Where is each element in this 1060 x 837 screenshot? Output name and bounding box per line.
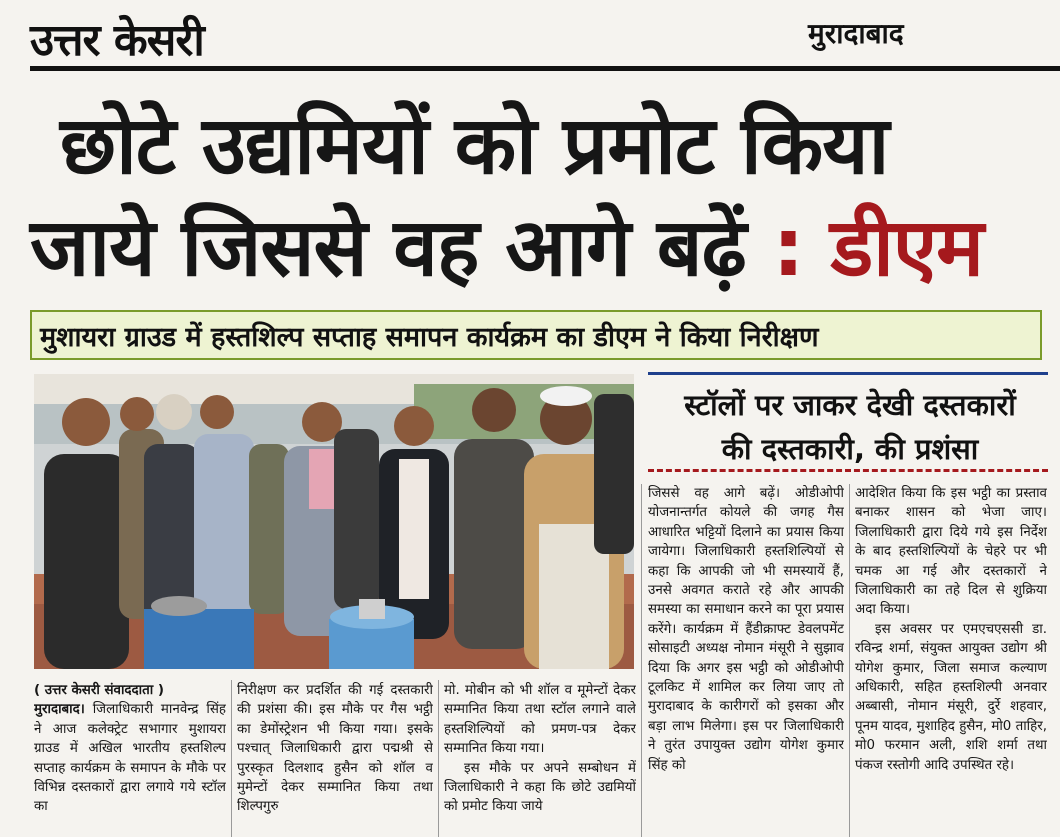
article-column-4 [648, 484, 844, 837]
column-divider [438, 680, 439, 837]
news-photo-illustration [34, 374, 634, 669]
subheading-line-1: स्टॉलों पर जाकर देखी दस्तकारों [684, 388, 1016, 422]
column-divider [231, 680, 232, 837]
article-column-1 [34, 681, 226, 837]
column-3-text-2: इस मौके पर अपने सम्बोधन में जिलाधिकारी ने कहा कि छोटे उद्यमियों को प्रमोट किया जाये [444, 760, 636, 815]
column-4-text: जिससे वह आगे बढ़ें। ओडीओपी योजनान्तर्गत कोयले की जगह गैस आधारित भट्टियों दिलाने का प्रयास किया जायेगा। जिलाधिकारी हस्तशिल्पियों से कहा कि आपकी जो भी समस्यायें हैं, उनसे अवगत कराते रहे और आपकी समस्या का समाधान करने का पूरा प्रयास करेंगे। कार्यक्रम में हैंडीक्राफ्ट डेवलपमेंट सोसाइटी अध्यक्ष नोमान मंसूरी ने सुझाव दिया कि अगर इस भट्ठी को ओडीओपी टूलकिट में शामिल कर लिया जाए तो मुरादाबाद के कारीगरों को इसका और बड़ा लाभ मिलेगा। इस पर जिलाधिकारी ने तुरंत उपायुक्त उद्योग योगेश कुमार सिंह को [648, 486, 844, 773]
headline-colon: : [772, 201, 804, 294]
column-divider [849, 484, 850, 837]
dateline-place: मुरादाबाद। [34, 702, 85, 718]
article-column-3 [444, 681, 636, 837]
subheading-line-2: की दस्तकारी, की प्रशंसा [721, 432, 979, 466]
masthead-rule [30, 66, 1060, 71]
headline-line-2-text: जाये जिससे वह आगे बढ़ें [30, 201, 746, 294]
article-column-5 [855, 484, 1047, 837]
strapline: मुशायरा ग्राउड में हस्तशिल्प सप्ताह समापन कार्यक्रम का डीएम ने किया निरीक्षण [30, 310, 1042, 360]
subheading-divider [648, 469, 1048, 472]
column-3-text: मो. मोबीन को भी शॉल व मूमेन्टों देकर सम्मानित किया तथा स्टॉल लगाने वाले हस्तशिल्पियों को प्रमण-पत्र देकर सम्मानित किया गया। [444, 683, 636, 757]
column-divider [641, 484, 642, 837]
headline-line-2 [30, 190, 983, 299]
column-1-text: जिलाधिकारी मानवेन्द्र सिंह ने आज कलेक्ट्रेट सभागार मुशायरा ग्राउड में अखिल भारतीय हस्तशिल्प सप्ताह कार्यक्रम के समापन के मौके पर विभिन्न दस्तकारों द्वारा लगाये गये स्टॉल का [34, 702, 226, 815]
column-5-text-2: इस अवसर पर एमएचएससी डा. रविन्द्र शर्मा, संयुक्त आयुक्त उद्योग श्री योगेश कुमार, जिला समाज कल्याण अधिकारी, सहित हस्तशिल्पी अनवार अब्बासी, नोमान मंसूरी, दुर्रे शहवार, पूनम यादव, मुशाहिद हुसैन, मो0 ताहिर, मो0 फरमान अली, शशि शर्मा तथा पंकज रस्तोगी आदि उपस्थित रहे। [855, 621, 1047, 773]
masthead-title: उत्तर केसरी [30, 15, 204, 66]
article-column-2 [237, 681, 433, 837]
reporter-credit: ( उत्तर केसरी संवाददाता ) [34, 683, 164, 698]
column-5-text: आदेशित किया कि इस भट्ठी का प्रस्ताव बनाकर शासन को भेजा जाए। जिलाधिकारी द्वारा दिये गये इस निर्देश के बाद हस्तशिल्पियों के चेहरे पर भी चमक आ गई और दस्तकारों ने जिलाधिकारी का तहे दिल से शुक्रिया अदा किया। [855, 486, 1047, 618]
edition-label: मुरादाबाद [808, 17, 904, 50]
headline-speaker: डीएम [830, 201, 983, 294]
headline-line-1: छोटे उद्यमियों को प्रमोट किया [60, 99, 889, 192]
subheading-box [648, 372, 1048, 481]
column-2-text: निरीक्षण कर प्रदर्शित की गई दस्तकारी की प्रशंसा की। इस मौके पर गैस भट्ठी का डेमोंस्ट्रेशन भी किया गया। इसके पश्चात् जिलाधिकारी द्वारा पद्मश्री से पुरस्कृत दिलशाद हुसैन को शॉल व मुमेन्टों देकर सम्मानित किया तथा शिल्पगुरु [237, 683, 433, 815]
news-photo [34, 374, 634, 669]
